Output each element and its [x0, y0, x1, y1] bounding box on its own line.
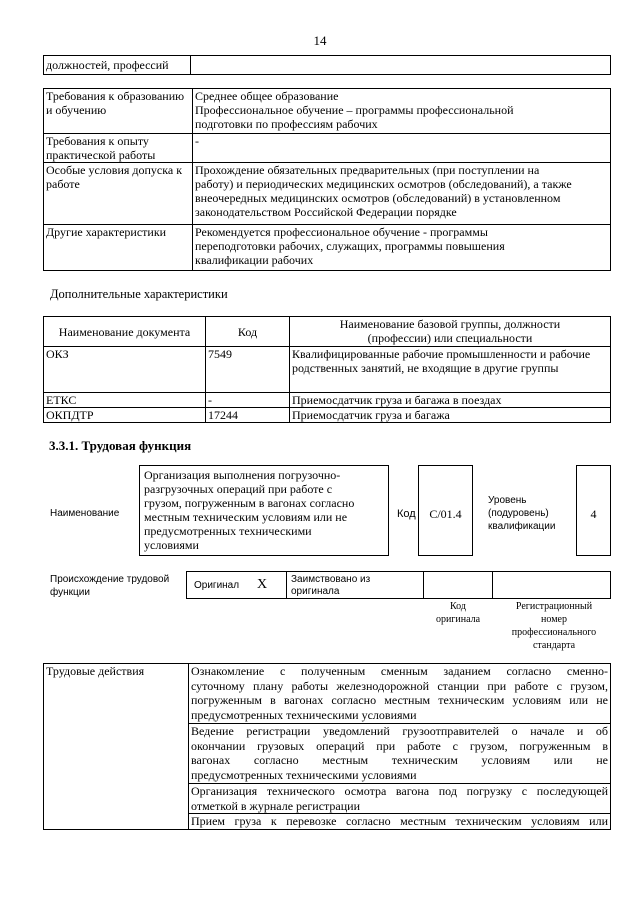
original-mark: X — [257, 577, 268, 592]
requirement-line: Рекомендуется профессиональное обучение - программы — [195, 225, 488, 239]
top-row-label: должностей, профессий — [44, 56, 191, 75]
action-line: Ведение регистрации уведомлений грузоотправителей о начале и об — [191, 724, 608, 738]
name-label: Наименование — [50, 508, 120, 519]
function-name-line: разгрузочных операций при работе с — [144, 482, 333, 496]
origin-box — [186, 571, 611, 599]
action-line: вагонах согласно местным техническим условиям или не — [191, 753, 608, 768]
action-line: погруженным в вагонах согласно местным техническим условиям или не — [191, 693, 608, 708]
requirement-line: работу) и периодических медицинских осмотров (обследований), а также — [195, 177, 572, 191]
function-name-line: грузом, погруженным в вагонах согласно — [144, 496, 355, 510]
function-name-line: условиями — [144, 538, 199, 552]
requirement-line: - — [195, 134, 199, 148]
action-line: Организация технического осмотра вагона под погрузку с последующей — [191, 784, 608, 798]
caption-line: Регистрационный — [515, 601, 593, 612]
table-row — [44, 393, 611, 408]
function-name-line: предусмотренных техническими — [144, 524, 312, 538]
requirement-label: Требования к образованию и обучению — [44, 89, 193, 134]
function-name-line: Организация выполнения погрузочно- — [144, 468, 341, 482]
level-label-line: Уровень — [488, 495, 527, 506]
header-name: Наименование базовой группы, должности (профессии) или специальности — [290, 317, 611, 347]
doc-cell: ЕТКС — [44, 393, 206, 408]
requirement-value — [193, 163, 611, 225]
function-code-box — [418, 465, 473, 556]
requirement-value — [193, 225, 611, 271]
requirement-row — [44, 163, 611, 225]
requirement-row — [44, 134, 611, 163]
action-cell — [189, 784, 611, 814]
code-cell: 17244 — [206, 408, 290, 423]
divider — [286, 572, 287, 598]
caption-line: Код — [450, 601, 466, 612]
requirement-line: Профессиональное обучение – программы профессиональной — [195, 103, 514, 117]
additional-header-row — [44, 317, 611, 347]
action-line: отметкой в журнале регистрации — [191, 798, 360, 813]
caption-line: номер — [541, 614, 567, 625]
level-label-line: квалификации — [488, 521, 556, 532]
action-line: Прием груза к перевозке согласно местным техническим условиям или — [191, 814, 608, 829]
action-cell — [189, 814, 611, 830]
requirement-label: Другие характеристики — [44, 225, 193, 271]
action-line: окончании грузовых операций при работе с грузом, погруженным в — [191, 738, 608, 753]
caption-line: оригинала — [435, 614, 481, 625]
additional-table — [43, 316, 611, 423]
divider — [423, 572, 424, 598]
table-row — [44, 347, 611, 393]
reg-number-caption — [497, 600, 611, 652]
requirements-table — [43, 88, 611, 271]
table-row — [44, 408, 611, 423]
requirement-line: подготовки по профессиям рабочих — [195, 117, 378, 131]
name-cell: Приемосдатчик груза и багажа в поездах — [290, 393, 611, 408]
code-original-caption — [420, 600, 496, 626]
header-code: Код — [206, 317, 290, 347]
header-document: Наименование документа — [44, 317, 206, 347]
code-label: Код — [397, 508, 416, 520]
action-cell — [189, 724, 611, 784]
requirement-value — [193, 89, 611, 134]
caption-line: профессионального — [511, 627, 597, 638]
borrowed-label-line: Заимствовано из — [291, 574, 371, 585]
requirement-label: Требования к опыту практической работы — [44, 134, 193, 163]
top-row-value — [191, 56, 611, 75]
level-label-line: (подуровень) — [488, 508, 549, 519]
requirement-line: законодательством Российской Федерации порядке — [195, 205, 457, 219]
requirement-value — [193, 134, 611, 163]
requirement-line: внеочередных медицинских осмотров (обследований) в установленном — [195, 191, 561, 205]
requirement-row — [44, 89, 611, 134]
additional-title: Дополнительные характеристики — [50, 287, 228, 301]
code-cell: - — [206, 393, 290, 408]
top-partial-table — [43, 55, 611, 75]
origin-label-line: функции — [50, 587, 90, 598]
caption-line: стандарта — [532, 640, 576, 651]
function-name-line: местным техническим условиям или не — [144, 510, 348, 524]
requirement-line: переподготовки рабочих, служащих, программы повышения — [195, 239, 505, 253]
action-line: суточному плану работы железнодорожной станции при работе с грузом, — [191, 678, 608, 693]
requirement-label: Особые условия допуска к работе — [44, 163, 193, 225]
actions-label: Трудовые действия — [44, 664, 189, 830]
requirement-line: Среднее общее образование — [195, 89, 339, 103]
action-cell — [189, 664, 611, 724]
action-line: Ознакомление с полученным сменным заданием согласно сменно- — [191, 664, 608, 678]
code-cell: 7549 — [206, 347, 290, 393]
doc-cell: ОКПДТР — [44, 408, 206, 423]
level-label — [488, 494, 555, 533]
requirement-row — [44, 225, 611, 271]
function-heading: 3.3.1. Трудовая функция — [49, 438, 192, 453]
action-line: предусмотренных техническими условиями — [191, 768, 417, 783]
action-line: предусмотренных техническими условиями — [191, 708, 417, 723]
origin-label-line: Происхождение трудовой — [50, 574, 170, 585]
actions-table — [43, 663, 611, 830]
function-code: С/01.4 — [429, 507, 462, 521]
requirement-line: Прохождение обязательных предварительных (при поступлении на — [195, 163, 540, 177]
name-cell: Приемосдатчик груза и багажа — [290, 408, 611, 423]
table-row — [44, 664, 611, 724]
function-name-box — [139, 465, 389, 556]
origin-label — [50, 573, 169, 599]
level-box — [576, 465, 611, 556]
divider — [492, 572, 493, 598]
level-value: 4 — [590, 507, 597, 521]
doc-cell: ОКЗ — [44, 347, 206, 393]
page-number: 14 — [313, 33, 327, 48]
name-cell: Квалифицированные рабочие промышленности и рабочие родственных занятий, не входящие в другие группы — [290, 347, 611, 393]
original-label: Оригинал — [194, 580, 240, 591]
requirement-line: квалификации рабочих — [195, 253, 314, 267]
borrowed-label-line: оригинала — [291, 586, 340, 597]
borrowed-label — [291, 574, 370, 598]
